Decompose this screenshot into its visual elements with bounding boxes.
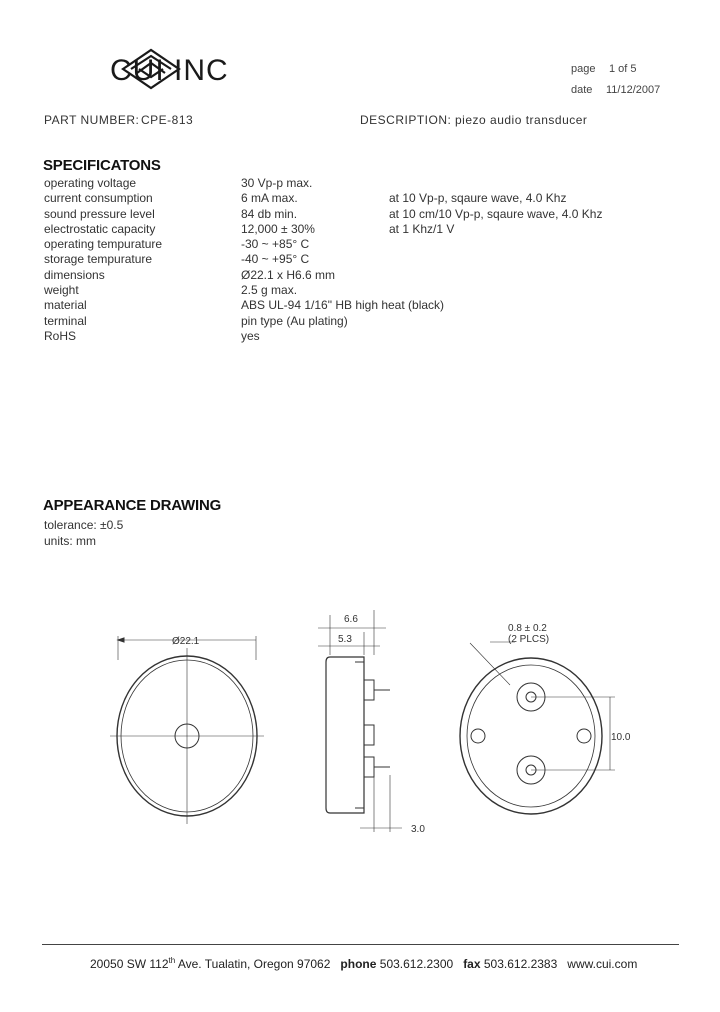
spec-name: current consumption	[44, 191, 153, 206]
date-value: 11/12/2007	[606, 84, 661, 96]
description-label: DESCRIPTION:	[360, 113, 452, 127]
spec-name: storage tempurature	[44, 252, 153, 267]
company-name: CUI INC	[110, 54, 229, 87]
spec-name: RoHS	[44, 328, 77, 343]
spec-name: dimensions	[44, 267, 105, 282]
diameter-dimension: Ø22.1	[172, 636, 200, 647]
spec-value: ABS UL-94 1/16" HB high heat (black)	[241, 298, 445, 313]
spec-name: operating voltage	[44, 176, 137, 190]
spec-value: -30 ~ +85° C	[241, 237, 310, 252]
spec-value: 6 mA max.	[241, 191, 298, 206]
spec-name: operating tempurature	[44, 237, 163, 252]
footer-contact	[90, 956, 637, 971]
bottom-view	[460, 642, 615, 814]
pin-count-note: (2 PLCS)	[508, 634, 550, 645]
spec-value: yes	[241, 328, 260, 343]
spec-condition	[389, 176, 602, 191]
appearance-drawing	[0, 600, 720, 850]
part-number-value: CPE-813	[141, 113, 194, 127]
footer-address: 20050 SW 112	[90, 957, 169, 971]
footer-fax-label: fax	[463, 957, 481, 971]
spec-name: electrostatic capacity	[44, 221, 156, 236]
page-value: 1 of 5	[609, 63, 637, 75]
spec-names	[44, 176, 162, 344]
spec-value: 84 db min.	[241, 206, 298, 221]
description-value: piezo audio transducer	[455, 113, 588, 127]
spec-condition: at 1 Khz/1 V	[389, 221, 455, 236]
spec-value: Ø22.1 x H6.6 mm	[241, 267, 336, 282]
spec-name: weight	[44, 283, 79, 298]
footer-address-sup: th	[168, 956, 176, 965]
pin-diameter-dimension: 0.8 ± 0.2	[508, 623, 547, 634]
footer-web-link[interactable]: www.cui.com	[567, 957, 638, 971]
appearance-heading: APPEARANCE DRAWING	[43, 497, 222, 514]
footer-phone: 503.612.2300	[379, 957, 454, 971]
spec-value: 12,000 ± 30%	[241, 221, 315, 236]
footer-address-rest: Ave. Tualatin, Oregon 97062	[175, 957, 331, 971]
spec-condition: at 10 cm/10 Vp-p, sqaure wave, 4.0 Khz	[389, 206, 603, 221]
spec-name: material	[44, 298, 87, 313]
page-label: page	[571, 63, 596, 75]
units-text: units: mm	[44, 534, 97, 548]
height-total-dimension: 6.6	[344, 614, 358, 625]
side-view	[318, 610, 402, 832]
specifications-heading: SPECIFICATONS	[43, 157, 161, 174]
spec-name: terminal	[44, 313, 87, 328]
spec-value: -40 ~ +95° C	[241, 252, 310, 267]
pin-spacing-dimension: 10.0	[611, 732, 631, 743]
pin-length-dimension: 3.0	[411, 824, 425, 835]
footer-phone-label: phone	[340, 957, 377, 971]
spec-name: sound pressure level	[44, 206, 155, 221]
tolerance-text: tolerance: ±0.5	[44, 518, 124, 532]
spec-value: pin type (Au plating)	[241, 313, 348, 328]
height-body-dimension: 5.3	[338, 634, 352, 645]
date-label: date	[571, 84, 593, 96]
spec-value: 30 Vp-p max.	[241, 176, 313, 190]
footer-divider	[42, 944, 679, 945]
spec-conditions	[389, 176, 602, 237]
footer-fax: 503.612.2383	[483, 957, 558, 971]
top-view	[110, 636, 264, 824]
spec-value: 2.5 g max.	[241, 283, 298, 298]
part-number-label: PART NUMBER:	[44, 113, 140, 127]
spec-condition: at 10 Vp-p, sqaure wave, 4.0 Khz	[389, 191, 567, 206]
